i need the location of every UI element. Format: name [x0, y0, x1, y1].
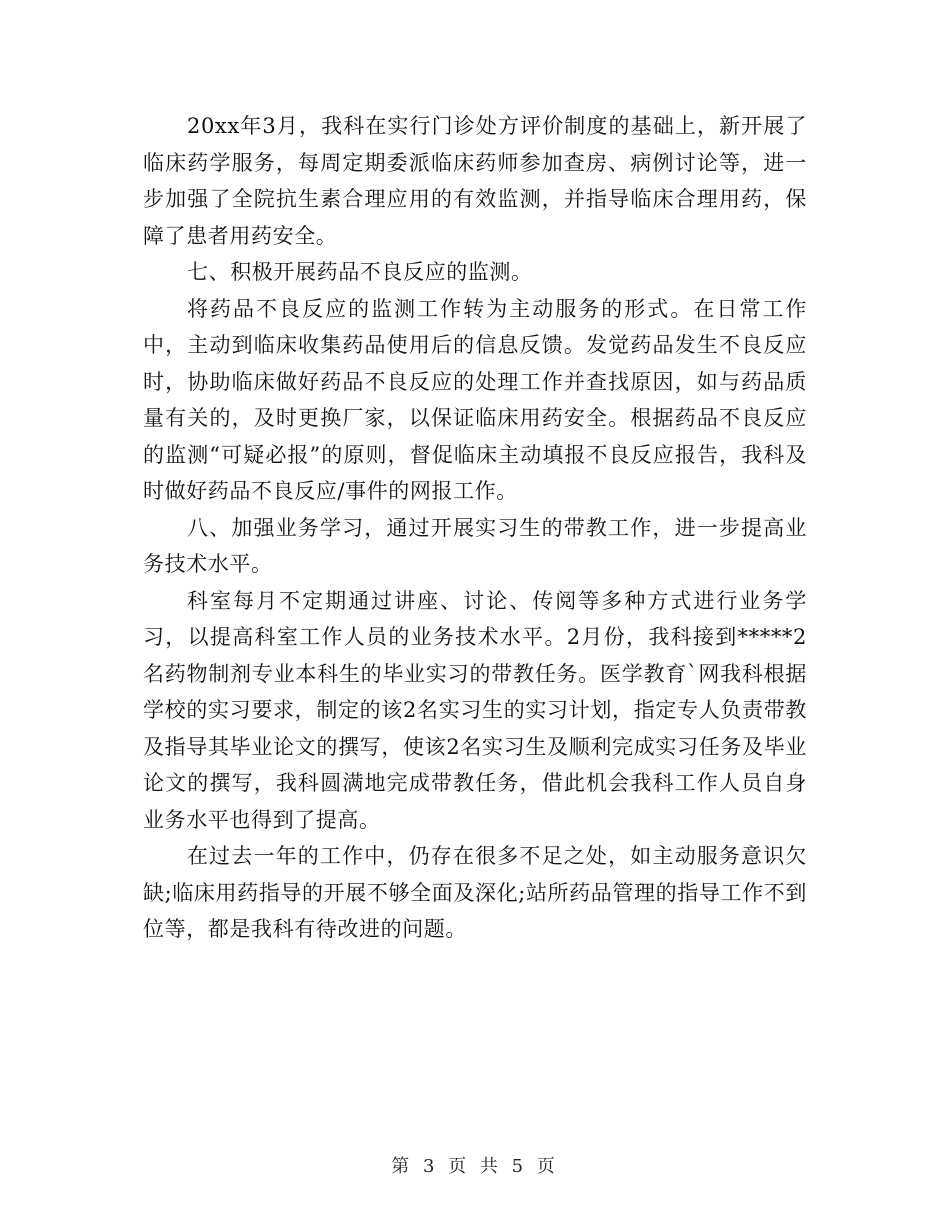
paragraph-intern-teaching: 科室每月不定期通过讲座、讨论、传阅等多种方式进行业务学习，以提高科室工作人员的业务技术水平。2月份，我科接到*****2名药物制剂专业本科生的毕业实习的带教任务。医学教育`网我科根据学校的实习要求，制定的该2名实习生的实习计划，指定专人负责带教及指导其毕业论文的撰写，使该2名实习生及顺利完成实习任务及毕业论文的撰写，我科圆满地完成带教任务，借此机会我科工作人员自身业务水平也得到了提高。 [143, 588, 807, 832]
heading-adverse-reaction-monitoring: 七、积极开展药品不良反应的监测。 [187, 260, 533, 284]
paragraph-shortcomings: 在过去一年的工作中，仍存在很多不足之处，如主动服务意识欠缺;临床用药指导的开展不够全面及深化;站所药品管理的指导工作不到位等，都是我科有待改进的问题。 [143, 844, 807, 941]
document-body [143, 108, 807, 948]
page-number-footer: 第 3 页 共 5 页 [391, 1156, 559, 1177]
heading-business-learning: 八、加强业务学习，通过开展实习生的带教工作，进一步提高业务技术水平。 [143, 515, 807, 576]
paragraph-adverse-reaction: 将药品不良反应的监测工作转为主动服务的形式。在日常工作中，主动到临床收集药品使用后的信息反馈。发觉药品发生不良反应时，协助临床做好药品不良反应的处理工作并查找原因，如与药品质量有关的，及时更换厂家，以保证临床用药安全。根据药品不良反应的监测“可疑必报”的原则，督促临床主动填报不良反应报告，我科及时做好药品不良反应/事件的网报工作。 [143, 296, 807, 503]
paragraph-clinical-pharmacy: 20xx年3月，我科在实行门诊处方评价制度的基础上，新开展了临床药学服务，每周定期委派临床药师参加查房、病例讨论等，进一步加强了全院抗生素合理应用的有效监测，并指导临床合理用药，保障了患者用药安全。 [143, 114, 807, 248]
